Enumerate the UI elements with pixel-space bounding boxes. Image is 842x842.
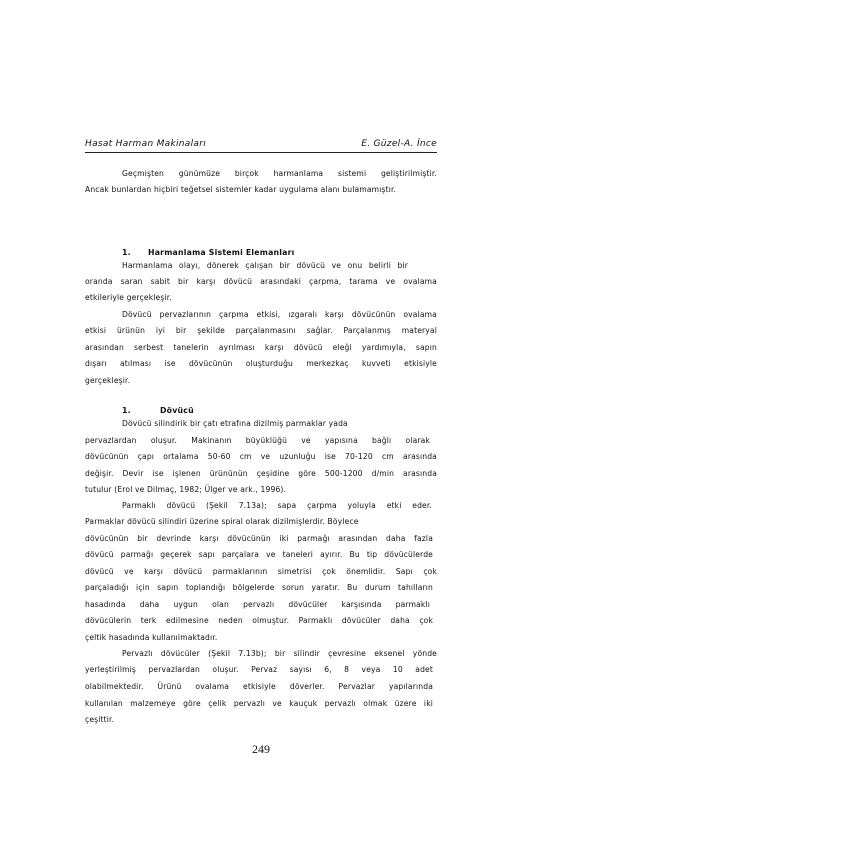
section-heading <box>122 405 131 417</box>
body-line: pervazlardan oluşur. Makinanın büyüklüğü ve yapısına bağlı olarak <box>85 436 430 445</box>
page-number: 249 <box>252 742 270 756</box>
section-number: 1. <box>122 248 131 257</box>
body-line: parçaladığı için sapın toplandığı bölgelerde sorun yaratır. Bu durum tahılların <box>85 583 433 592</box>
body-line: çeltik hasadında kullanılmaktadır. <box>85 633 218 642</box>
body-line: Dövücü silindirik bir çatı etrafına dizilmiş parmaklar yada <box>122 419 348 428</box>
body-line: tutulur (Erol ve Dilmaç, 1982; Ülger ve ark., 1996). <box>85 485 287 494</box>
section-title: Harmanlama Sistemi Elemanları <box>148 248 295 257</box>
body-line: olabilmektedir. Ürünü ovalama etkisiyle döverler. Pervazlar yapılarında <box>85 682 433 691</box>
body-line: kullanılan malzemeye göre çelik pervazlı ve kauçuk pervazlı olmak üzere iki <box>85 699 433 708</box>
intro-line: Geçmişten günümüze birçok harmanlama sistemi geliştirilmiştir. <box>122 169 437 178</box>
body-line: etkisi ürünün iyi bir şekilde parçalanmasını sağlar. Parçalanmış materyal <box>85 326 437 335</box>
body-line: Parmaklar dövücü silindiri üzerine spiral olarak dizilmişlerdir. Böylece <box>85 517 359 526</box>
body-line: etkileriyle gerçekleşir. <box>85 293 172 302</box>
intro-line: Ancak bunlardan hiçbiri teğetsel sistemler kadar uygulama alanı bulamamıştır. <box>85 185 397 194</box>
section-heading <box>122 247 131 259</box>
section-number: 1. <box>122 406 131 415</box>
body-line: yerleştirilmiş pervazlardan oluşur. Pervaz sayısı 6, 8 veya 10 adet <box>85 665 433 674</box>
body-line: dövücünün çapı ortalama 50-60 cm ve uzunluğu ise 70-120 cm arasında <box>85 452 437 461</box>
body-line: dövücülerin terk edilmesine neden olmuştur. Parmaklı dövücüler daha çok <box>85 616 433 625</box>
header-book-title: Hasat Harman Makinaları <box>85 139 207 149</box>
header-authors: E. Güzel-A. İnce <box>361 139 437 149</box>
body-line: çeşittir. <box>85 715 115 724</box>
body-line: gerçekleşir. <box>85 376 131 385</box>
body-line: arasından serbest tanelerin ayrılması karşı dövücü eleği yardımıyla, sapın <box>85 343 437 352</box>
body-line: Pervazlı dövücüler (Şekil 7.13b); bir silindir çevresine eksenel yönde <box>122 649 437 658</box>
section-title: Dövücü <box>160 406 194 415</box>
body-line: Parmaklı dövücü (Şekil 7.13a); sapa çarpma yoluyla etki eder. <box>122 501 432 510</box>
body-line: Harmanlama olayı, dönerek çalışan bir dövücü ve onu belirli bir <box>122 261 408 270</box>
body-line: dövücü ve karşı dövücü parmaklarının simetrisi çok önemlidir. Sapı çok <box>85 567 437 576</box>
body-line: oranda saran sabit bir karşı dövücü arasındaki çarpma, tarama ve ovalama <box>85 277 437 286</box>
body-line: Dövücü pervazlarının çarpma etkisi, ızgaralı karşı dövücünün ovalama <box>122 310 437 319</box>
running-header <box>85 138 437 153</box>
body-line: hasadında daha uygun olan pervazlı dövücüler karşısında parmaklı <box>85 600 430 609</box>
body-line: değişir. Devir ise işlenen ürününün çeşidine göre 500-1200 d/min arasında <box>85 469 437 478</box>
body-line: dövücü parmağı geçerek sapı parçalara ve taneleri ayırır. Bu tip dövücülerde <box>85 550 433 559</box>
body-line: dışarı atılması ise dövücünün oluşturduğu merkezkaç kuvveti etkisiyle <box>85 359 437 368</box>
body-line: dövücünün bir devrinde karşı dövücünün iki parmağı arasından daha fazla <box>85 534 433 543</box>
